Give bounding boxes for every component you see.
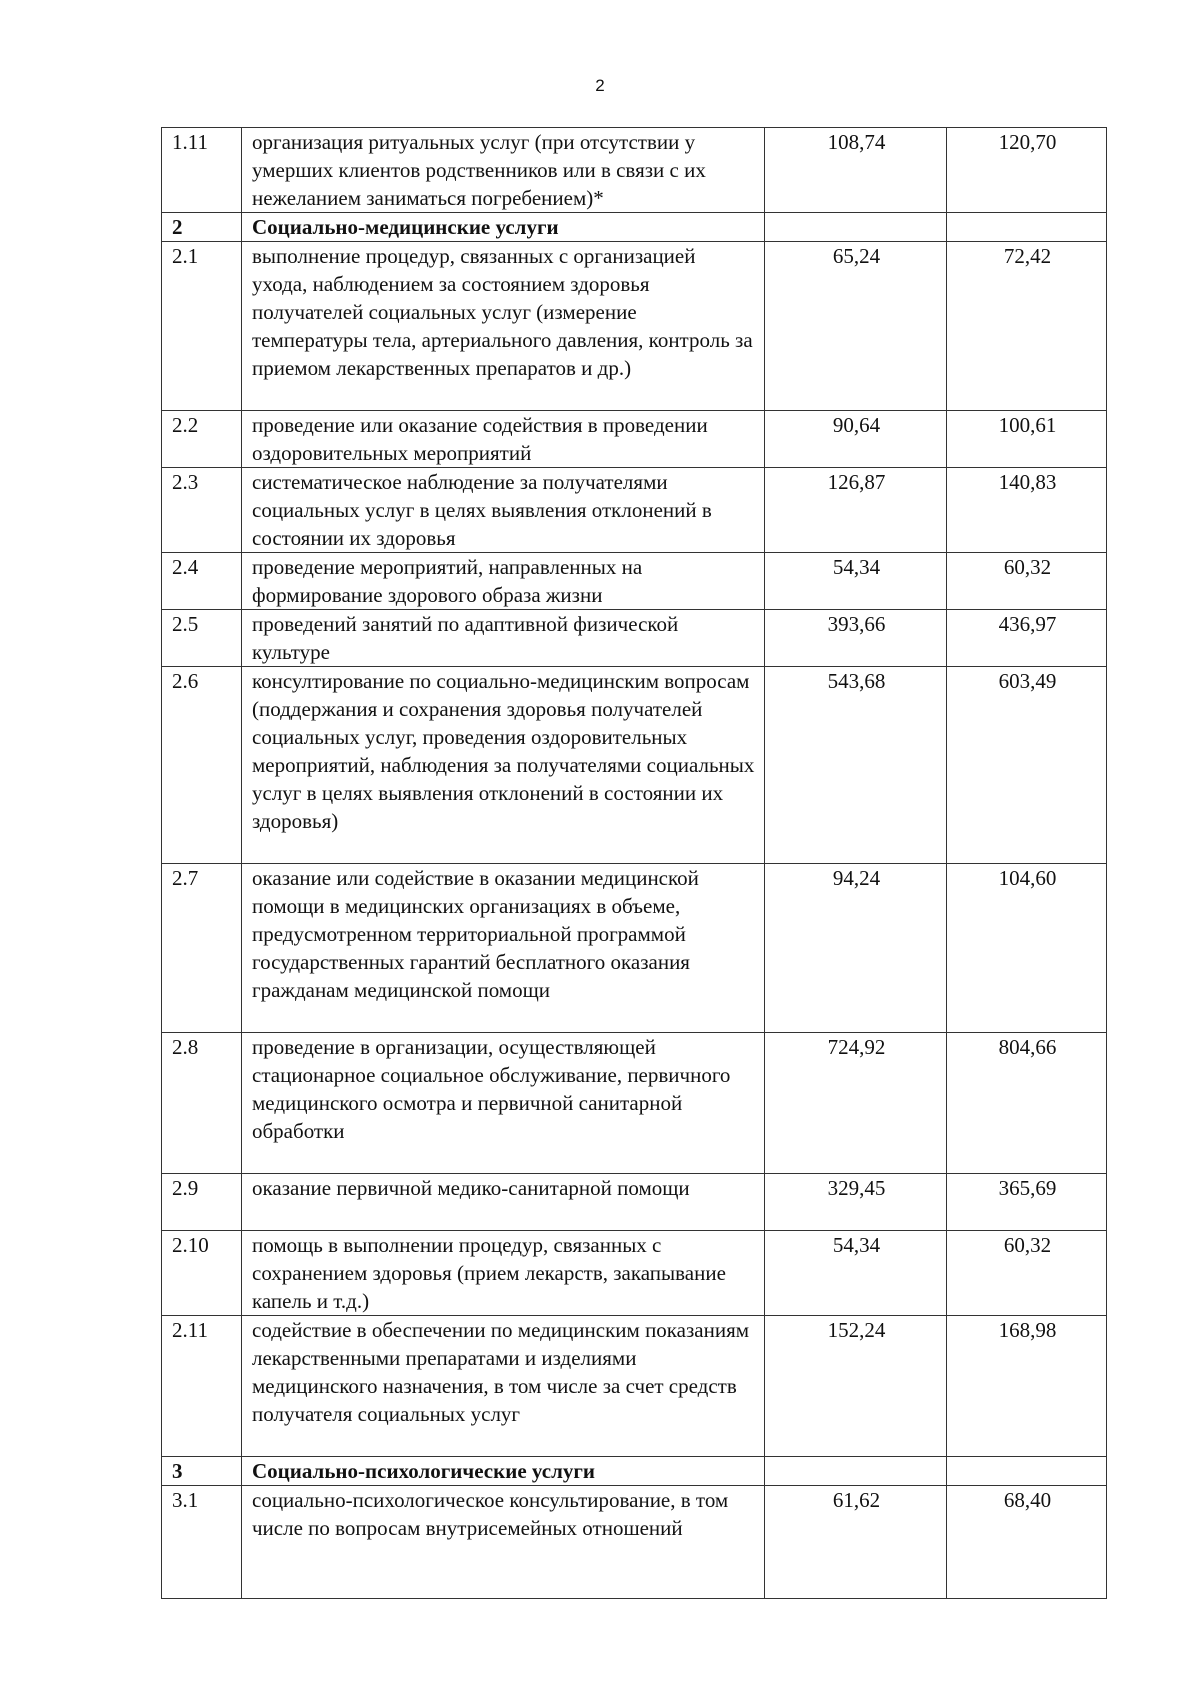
price-cell-2: 436,97 [947,610,1107,667]
price-cell-2: 804,66 [947,1033,1107,1174]
price-cell-1: 54,34 [765,1231,947,1316]
service-name-cell: Социально-психологические услуги [242,1457,765,1486]
price-cell-2: 60,32 [947,1231,1107,1316]
tariff-table [161,127,1107,1599]
table-row [162,864,1107,1033]
row-number-cell: 2.1 [162,242,242,411]
table-row [162,128,1107,213]
service-name-cell: проведение мероприятий, направленных на формирование здорового образа жизни [242,553,765,610]
price-cell-1: 94,24 [765,864,947,1033]
price-cell-1: 152,24 [765,1316,947,1457]
service-name-cell: проведение в организации, осуществляющей стационарное социальное обслуживание, первичного медицинского осмотра и первичной санитарной обработки [242,1033,765,1174]
service-name-cell: организация ритуальных услуг (при отсутствии у умерших клиентов родственников или в связи с их нежеланием заниматься погребением)* [242,128,765,213]
price-cell-2: 168,98 [947,1316,1107,1457]
page-number: 2 [595,76,605,95]
row-number-cell: 2.2 [162,411,242,468]
row-number-cell: 2.4 [162,553,242,610]
table-row [162,553,1107,610]
row-number-cell: 2.11 [162,1316,242,1457]
price-cell-2: 68,40 [947,1486,1107,1599]
table-row [162,1033,1107,1174]
service-name-cell: Социально-медицинские услуги [242,213,765,242]
price-cell-1: 724,92 [765,1033,947,1174]
price-cell-2: 100,61 [947,411,1107,468]
service-name-cell: оказание первичной медико-санитарной помощи [242,1174,765,1231]
service-name-cell: выполнение процедур, связанных с организацией ухода, наблюдением за состоянием здоровья получателей социальных услуг (измерение температуры тела, артериального давления, контроль за приемом лекарственных препаратов и др.) [242,242,765,411]
table-row [162,1316,1107,1457]
service-name-cell: проведение или оказание содействия в проведении оздоровительных мероприятий [242,411,765,468]
row-number-cell: 3.1 [162,1486,242,1599]
service-name-cell: оказание или содействие в оказании медицинской помощи в медицинских организациях в объеме, предусмотренном территориальной программой государственных гарантий бесплатного оказания гражданам медицинской помощи [242,864,765,1033]
service-name-cell: проведений занятий по адаптивной физической культуре [242,610,765,667]
table-row [162,1231,1107,1316]
price-cell-2: 60,32 [947,553,1107,610]
table-row [162,468,1107,553]
price-cell-1: 54,34 [765,553,947,610]
service-name-cell: систематическое наблюдение за получателями социальных услуг в целях выявления отклонений в состоянии их здоровья [242,468,765,553]
table-row [162,667,1107,864]
price-cell-1: 61,62 [765,1486,947,1599]
price-cell-2: 603,49 [947,667,1107,864]
price-cell-1: 126,87 [765,468,947,553]
section-row [162,213,1107,242]
row-number-cell: 2 [162,213,242,242]
price-cell-2 [947,213,1107,242]
price-cell-2: 120,70 [947,128,1107,213]
price-cell-2: 365,69 [947,1174,1107,1231]
row-number-cell: 2.5 [162,610,242,667]
table-row [162,610,1107,667]
row-number-cell: 2.6 [162,667,242,864]
price-cell-1: 90,64 [765,411,947,468]
table-row [162,1174,1107,1231]
price-cell-2 [947,1457,1107,1486]
service-name-cell: консултирование по социально-медицинским вопросам (поддержания и сохранения здоровья получателей социальных услуг, проведения оздоровительных мероприятий, наблюдения за получателями социальных услуг в целях выявления отклонений в состоянии их здоровья) [242,667,765,864]
row-number-cell: 2.10 [162,1231,242,1316]
price-cell-2: 72,42 [947,242,1107,411]
price-cell-1: 393,66 [765,610,947,667]
section-row [162,1457,1107,1486]
table-row [162,242,1107,411]
price-cell-1: 329,45 [765,1174,947,1231]
service-name-cell: помощь в выполнении процедур, связанных с сохранением здоровья (прием лекарств, закапывание капель и т.д.) [242,1231,765,1316]
row-number-cell: 2.3 [162,468,242,553]
row-number-cell: 2.7 [162,864,242,1033]
row-number-cell: 3 [162,1457,242,1486]
price-cell-2: 140,83 [947,468,1107,553]
row-number-cell: 1.11 [162,128,242,213]
price-cell-1: 543,68 [765,667,947,864]
service-name-cell: содействие в обеспечении по медицинским показаниям лекарственными препаратами и изделиями медицинского назначения, в том числе за счет средств получателя социальных услуг [242,1316,765,1457]
tariff-table-body [162,128,1107,1599]
price-cell-1 [765,1457,947,1486]
price-cell-2: 104,60 [947,864,1107,1033]
row-number-cell: 2.8 [162,1033,242,1174]
service-name-cell: социально-психологическое консультирование, в том числе по вопросам внутрисемейных отношений [242,1486,765,1599]
row-number-cell: 2.9 [162,1174,242,1231]
price-cell-1 [765,213,947,242]
price-cell-1: 108,74 [765,128,947,213]
price-cell-1: 65,24 [765,242,947,411]
table-row [162,1486,1107,1599]
table-row [162,411,1107,468]
